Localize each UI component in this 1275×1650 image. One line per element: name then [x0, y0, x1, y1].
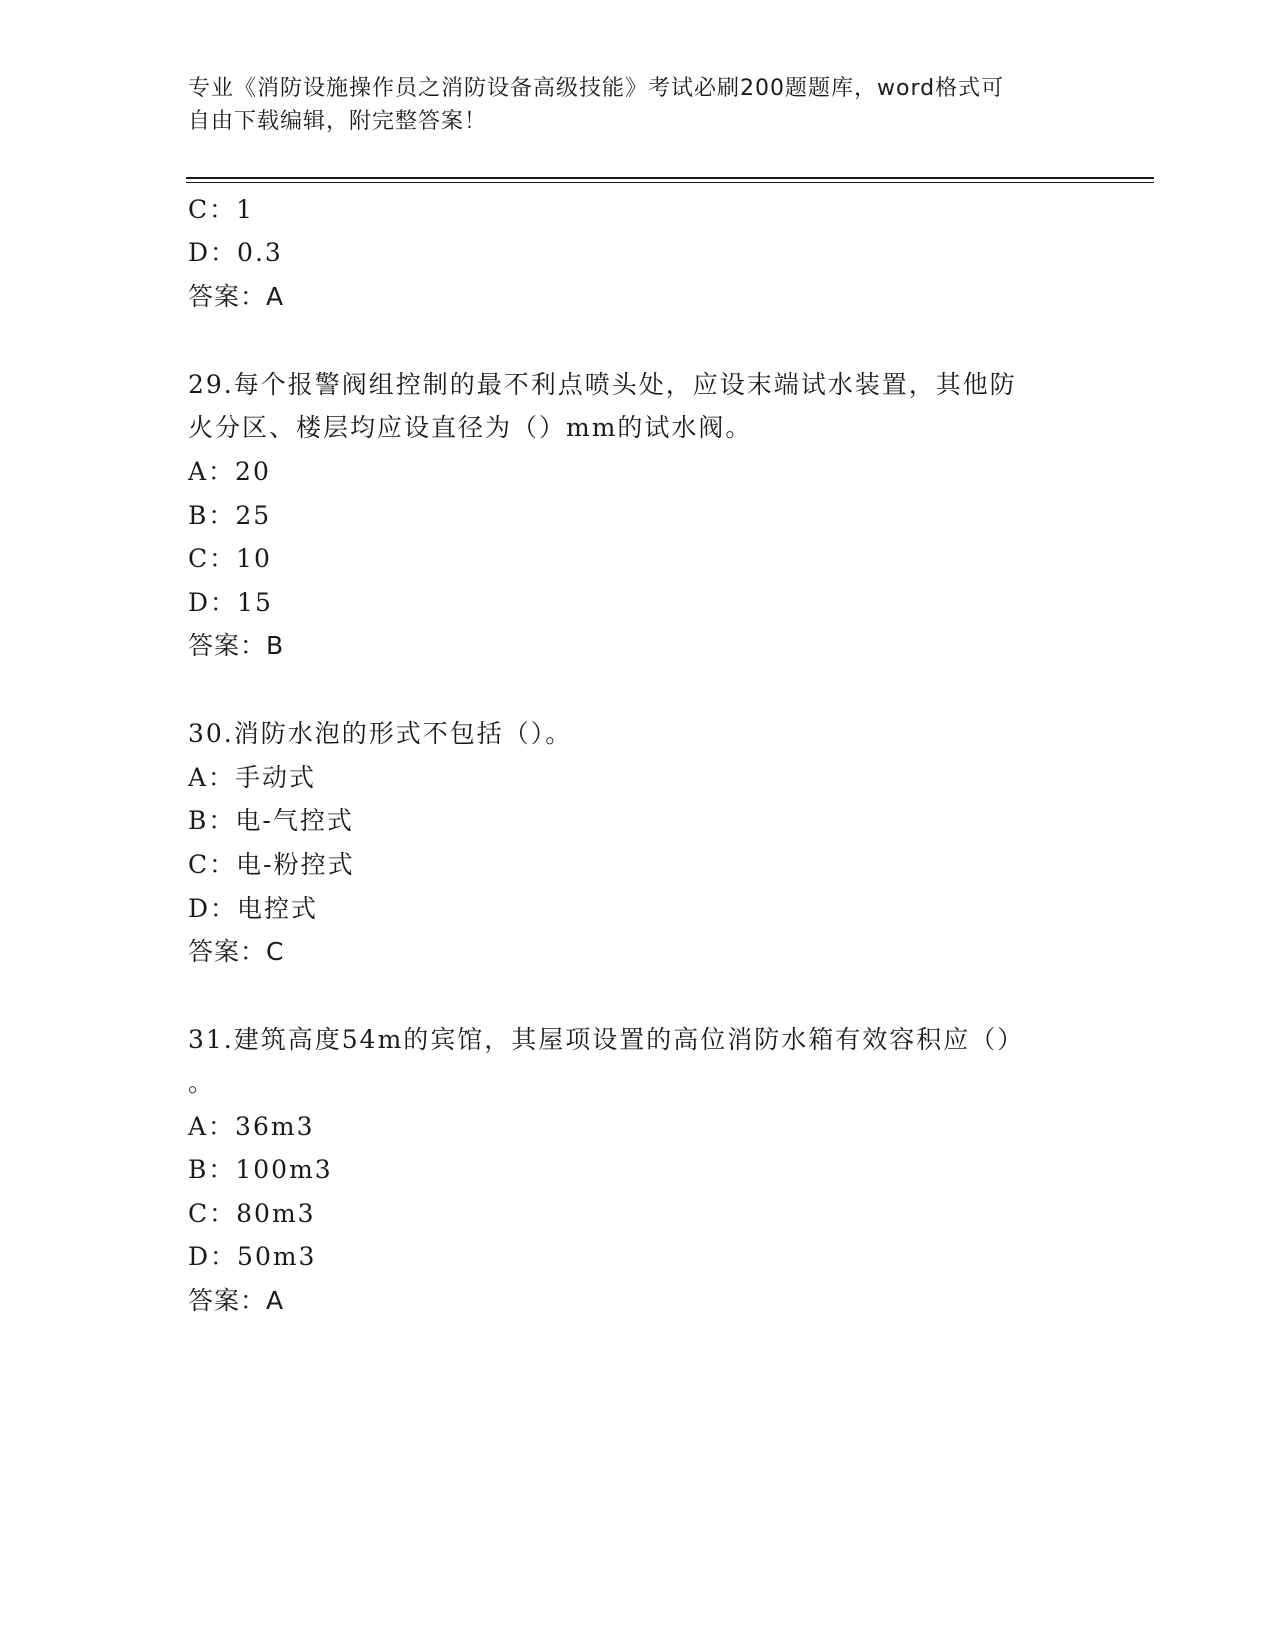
- question-stem-continued: 。: [188, 1068, 216, 1097]
- answer-line: 答案：A: [188, 282, 285, 311]
- option-a: A：20: [188, 457, 271, 486]
- answer-line: 答案：A: [188, 1286, 285, 1315]
- option-a: A：36m3: [188, 1112, 315, 1141]
- answer-line: 答案：C: [188, 937, 285, 966]
- header-divider-thick: [186, 177, 1154, 179]
- option-d: D：电控式: [188, 894, 319, 923]
- option-c: C：1: [188, 195, 255, 224]
- header-line-1: 专业《消防设施操作员之消防设备高级技能》考试必刷200题题库，word格式可: [188, 76, 1005, 101]
- option-d: D：0.3: [188, 238, 283, 267]
- option-b: B：电-气控式: [188, 806, 354, 835]
- question-stem: 30.消防水泡的形式不包括（）。: [188, 719, 573, 748]
- option-b: B：25: [188, 501, 272, 530]
- document-header: [188, 72, 1068, 138]
- question-stem-continued: 火分区、楼层均应设直径为（）mm的试水阀。: [188, 413, 753, 442]
- header-line-2: 自由下载编辑，附完整答案！: [188, 109, 488, 134]
- answer-line: 答案：B: [188, 631, 285, 660]
- question-stem: 29.每个报警阀组控制的最不利点喷头处，应设末端试水装置，其他防: [188, 370, 1017, 399]
- option-b: B：100m3: [188, 1155, 333, 1184]
- question-stem: 31.建筑高度54m的宾馆，其屋项设置的高位消防水箱有效容积应（）: [188, 1025, 1025, 1054]
- option-c: C：10: [188, 544, 272, 573]
- option-c: C：电-粉控式: [188, 850, 355, 879]
- option-d: D：15: [188, 588, 273, 617]
- option-c: C：80m3: [188, 1199, 316, 1228]
- option-d: D：50m3: [188, 1242, 317, 1271]
- option-a: A：手动式: [188, 763, 317, 792]
- header-divider-thin: [186, 182, 1154, 183]
